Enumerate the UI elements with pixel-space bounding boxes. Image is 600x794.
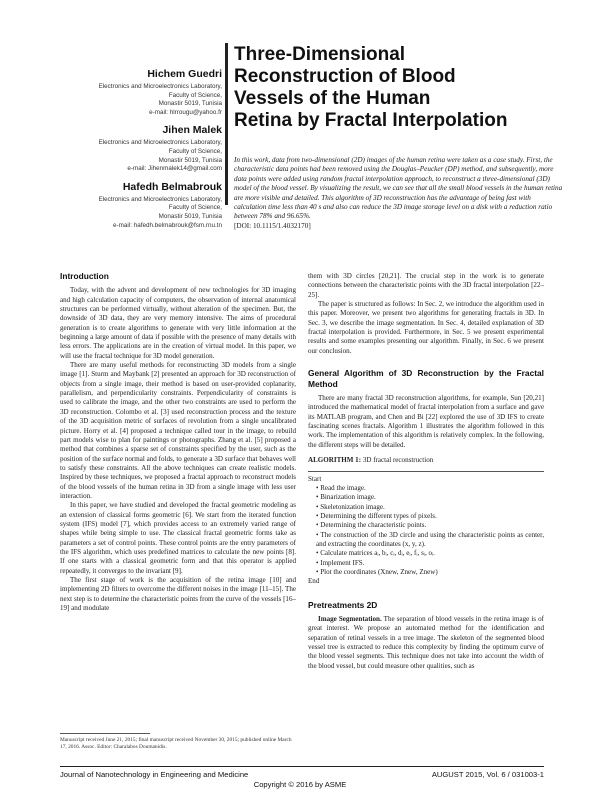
paper-title bbox=[234, 44, 564, 132]
title-line: Reconstruction of Blood bbox=[234, 66, 456, 87]
algorithm-start: Start bbox=[308, 474, 322, 483]
author bbox=[60, 124, 222, 173]
algorithm-steps bbox=[308, 484, 544, 577]
author bbox=[60, 181, 222, 230]
author-email: e-mail: hafedh.belmabrouk@fsm.rnu.tn bbox=[113, 221, 222, 229]
author-name: Hichem Guedri bbox=[147, 68, 222, 80]
abstract-text: In this work, data from two-dimensional (2D) images of the human retina were taken as a case study. First, the characteristic data points had been removed using the Douglas–Peucker (DP) method, and subsequently, more data points were added using random fractal interpolation approach, to reconstruct a three-dimensional (3D) model of the blood vessel. By visualizing the result, we can see that all the small blood vessels in the human retina are more visible and detailed. This algorithm of 3D reconstruction has the advantage of being fast with calculation time less than 40 s and also can reduce the 3D image storage level on a disk with a reduction ratio between 78% and 96.65%. bbox=[234, 156, 563, 221]
author-name: Hafedh Belmabrouk bbox=[122, 180, 222, 193]
algorithm-step: • The construction of the 3D circle and using the characteristic points as center, and extracting the coordinates (x, y, z). bbox=[316, 530, 544, 548]
abstract bbox=[234, 156, 564, 231]
issue-info: AUGUST 2015, Vol. 6 / 031003-1 bbox=[431, 770, 544, 779]
author-affiliation: Electronics and Microelectronics Laboratory, bbox=[98, 139, 222, 147]
left-column bbox=[60, 272, 296, 613]
footer-rule bbox=[60, 766, 544, 767]
algorithm-body bbox=[308, 471, 544, 587]
intro-continued: them with 3D circles [20,21]. The crucial step in the work is to generate connections between the characteristic points with the 3D fractal interpolation [22–25]. bbox=[308, 272, 544, 299]
copyright: Copyright © 2016 by ASME bbox=[253, 780, 347, 789]
author-affiliation: Monastir 5019, Tunisia bbox=[158, 100, 222, 108]
algorithm-step: • Determining the different types of pixels. bbox=[316, 511, 437, 520]
algorithm-step: • Plot the coordinates (Xnew, Znew, Znew) bbox=[316, 567, 438, 576]
footnote: Manuscript received June 21, 2015; final manuscript received November 30, 2015; published online March 17, 2016. Assoc. Editor: Charalabos Doumanidis. bbox=[60, 737, 292, 750]
algorithm-step: • Binarization image. bbox=[316, 493, 376, 502]
algorithm-step: • Determining the characteristic points. bbox=[316, 521, 427, 530]
pretreat-text: The separation of blood vessels in the retina image is of great interest. We propose an automated method for the identification and separation of retinal vessels in a tree image. The skeleton of the segmented blood vessel tree is extracted to reduce this complexity by finding the optimum curve of the blood vessel segments. This technique does not take into account the width of the blood vessel, but could measure other qualities, such as bbox=[308, 614, 544, 670]
author-affiliation: Electronics and Microelectronics Laboratory, bbox=[98, 83, 222, 90]
pretreat-heading: Pretreatments 2D bbox=[308, 599, 378, 610]
algorithm-step: • Calculate matrices aᵢ, bᵢ, cᵢ, dᵢ, eᵢ, fᵢ, sᵢ, oᵢ. bbox=[316, 549, 435, 558]
intro-paragraph: Today, with the advent and development of new technologies for 3D imaging and high calculation capacity of computers, the observation of internal anatomical structures can be performed virtually, without alteration of the specimen. But, the downside of 3D data, they are very memory intensive. The aims of procedural generation is to create algorithms to generate with very little information at the beginning a large amount of data if possible with the presence of many details with less errors. The applications are in the creation of virtual model. In this paper, we will use the fractal technique for 3D model generation. bbox=[60, 286, 296, 360]
algorithm-end: End bbox=[308, 577, 320, 586]
algorithm-label: ALGORITHM 1: bbox=[308, 456, 362, 465]
algorithm-box bbox=[308, 456, 544, 586]
title-line: Retina by Fractal Interpolation bbox=[234, 110, 508, 131]
author bbox=[60, 68, 222, 117]
structure-paragraph: The paper is structured as follows: In Sec. 2, we introduce the algorithm used in this paper. Moreover, we present two algorithms for generating fractals in 3D. In Sec. 3, we describe the image segmentation. In Sec. 4, detailed explanation of 3D fractal interpolation is provided. Furthermore, in Sec. 5 we present experimental results and some examples presenting our algorithm. Finally, in Sec. 6 we present our conclusion. bbox=[308, 300, 544, 355]
general-paragraph: There are many fractal 3D reconstruction algorithms, for example, Sun [20,21] introduced the mathematical model of fractal interpolation from a surface and gave its MATLAB program, and Chen and Bi [22] explored the use of 3D IFS to create fascinating scenes fractals. Algorithm 1 illustrates the algorithm followed in this work. The implementation of this algorithm is relatively complex. In the following, the different steps will be detailed. bbox=[308, 394, 544, 449]
right-column bbox=[308, 272, 544, 671]
algorithm-step: • Read the image. bbox=[316, 483, 366, 492]
title-line: Three-Dimensional bbox=[234, 44, 406, 65]
intro-heading: Introduction bbox=[60, 271, 109, 281]
intro-paragraph: The first stage of work is the acquisition of the retina image [10] and implementing 2D filters to overcome the different noises in the image [11–15]. The next step is to determine the characteristic points from the curve of the vessels [16–19] and modulate bbox=[60, 576, 296, 613]
general-heading: General Algorithm of 3D Reconstruction by the Fractal Method bbox=[308, 368, 544, 390]
intro-paragraph: There are many useful methods for reconstructing 3D models from a single image [1]. Sturm and Maybank [2] presented an approach for 3D reconstruction of objects from a single image, their method is based on user-provided coplanarity, parallelism, and perpendicularity constraints. Perpendicularity of constraints is used to calibrate the image, and the other two constraints are used to perform the 3D reconstruction. Colombo et al. [3] used reconstruction process and the texture of the 3D acquisition metric of surfaces of revolution from a single uncalibrated picture. Horry et al. [4] proposed a technique called tour in the image, to rebuild part models wise to plan for paintings or photographs. Zhang et al. [5] proposed a method that combines a sparse set of constraints specified by the user, such as the position of the surface normal and folds, to generate a 3D surface that behaves well to satisfy these constraints. All the above techniques can create realistic models. Inspired by these techniques, we proposed a fractal approach to reconstruct models of the blood vessels of the human retina in 3D from a single image with less user interaction. bbox=[60, 361, 296, 500]
algorithm-title: 3D fractal reconstruction bbox=[361, 456, 434, 465]
title-line: Vessels of the Human bbox=[234, 88, 431, 109]
title-rule bbox=[225, 43, 228, 205]
author-email: e-mail: hlrrougu@yahoo.fr bbox=[149, 108, 222, 116]
author-block bbox=[60, 68, 222, 237]
author-name: Jihen Malek bbox=[162, 124, 222, 137]
doi: [DOI: 10.1115/1.4032170] bbox=[234, 221, 311, 230]
pretreat-paragraph bbox=[308, 615, 544, 671]
algorithm-step: • Skeletonization image. bbox=[316, 502, 385, 511]
author-affiliation: Faculty of Science, bbox=[168, 147, 222, 155]
algorithm-step: • Implement IFS. bbox=[316, 558, 365, 567]
author-affiliation: Electronics and Microelectronics Laboratory, bbox=[98, 195, 222, 203]
pretreat-lead: Image Segmentation. bbox=[318, 614, 382, 623]
footnote-rule bbox=[60, 733, 150, 734]
author-email: e-mail: Jihenmalek14@gmail.com bbox=[127, 165, 222, 173]
author-affiliation: Monastir 5019, Tunisia bbox=[158, 212, 222, 220]
author-affiliation: Faculty of Science, bbox=[168, 91, 222, 99]
author-affiliation: Monastir 5019, Tunisia bbox=[158, 156, 222, 164]
journal-name: Journal of Nanotechnology in Engineering and Medicine bbox=[60, 770, 249, 779]
algorithm-caption bbox=[308, 456, 544, 465]
intro-paragraph: In this paper, we have studied and developed the fractal geometric modeling as an extension of classical forms geometric [6]. We start from the iterated function system (IFS) model [7], which provides access to an extremely varied range of shapes while being simple to use. The classical fractal geometric forms take as parameters a set of control points. These control points are the entry parameters of the IFS algorithm, which uses predefined matrices to calculate the new points [8]. If one starts with a classical geometric form and that this operator is applied repeatedly, it converges to the invariant [9]. bbox=[60, 501, 296, 575]
author-affiliation: Faculty of Science, bbox=[168, 204, 222, 212]
